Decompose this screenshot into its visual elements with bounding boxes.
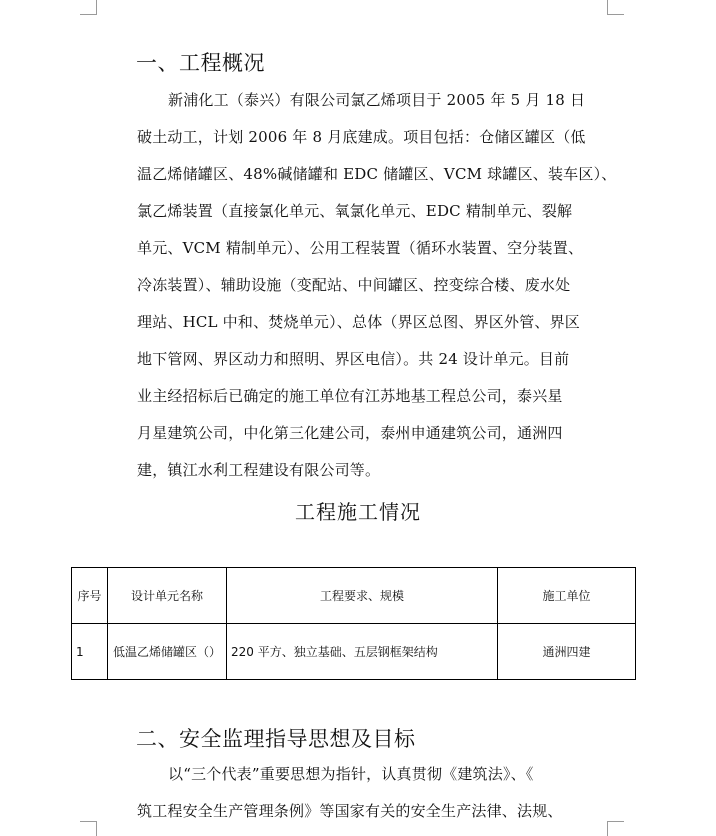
header-cell-req: 工程要求、规模 (227, 568, 498, 624)
paragraph-line: 新浦化工（泰兴）有限公司氯乙烯项目于 2005 年 5 月 18 日 (168, 91, 586, 109)
paragraph-line: 业主经招标后已确定的施工单位有江苏地基工程总公司，泰兴星 (137, 387, 563, 405)
paragraph-line: 建，镇江水利工程建设有限公司等。 (137, 461, 381, 479)
table-row (72, 624, 636, 680)
paragraph-line: 破土动工，计划 2006 年 8 月底建成。项目包括：仓储区罐区（低 (137, 128, 586, 146)
cell-name: 低温乙烯储罐区（） (108, 624, 227, 680)
construction-table (71, 567, 636, 680)
header-cell-unit: 施工单位 (498, 568, 636, 624)
paragraph-line: 地下管网、界区动力和照明、界区电信）。共 24 设计单元。目前 (137, 350, 570, 368)
paragraph-line: 月星建筑公司，中化第三化建公司，泰州申通建筑公司，通洲四 (137, 424, 563, 442)
page-corner-mark (80, 0, 97, 15)
section-heading-overview: 一、工程概况 (136, 51, 265, 75)
page-corner-mark (607, 0, 624, 15)
section-heading-safety: 二、安全监理指导思想及目标 (136, 727, 416, 751)
paragraph-line: 理站、HCL 中和、焚烧单元）、总体（界区总图、界区外管、界区 (137, 313, 580, 331)
table-title: 工程施工情况 (295, 500, 421, 524)
paragraph-line: 温乙烯储罐区、48%碱储罐和 EDC 储罐区、VCM 球罐区、装车区）、 (137, 165, 617, 183)
cell-req: 220 平方、独立基础、五层钢框架结构 (227, 624, 498, 680)
paragraph-line: 冷冻装置）、辅助设施（变配站、中间罐区、控变综合楼、废水处 (137, 276, 571, 294)
cell-no: 1 (72, 624, 108, 680)
page-corner-mark (80, 821, 97, 836)
paragraph-line: 以“三个代表”重要思想为指针，认真贯彻《建筑法》、《 (168, 765, 534, 783)
cell-unit: 通洲四建 (498, 624, 636, 680)
header-cell-no: 序号 (72, 568, 108, 624)
paragraph-line: 单元、VCM 精制单元）、公用工程装置（循环水装置、空分装置、 (137, 239, 584, 257)
page-corner-mark (607, 821, 624, 836)
paragraph-line: 筑工程安全生产管理条例》等国家有关的安全生产法律、法规、 (137, 802, 563, 820)
table-header-row (72, 568, 636, 624)
header-cell-name: 设计单元名称 (108, 568, 227, 624)
paragraph-line: 氯乙烯装置（直接氯化单元、氧氯化单元、EDC 精制单元、裂解 (137, 202, 573, 220)
